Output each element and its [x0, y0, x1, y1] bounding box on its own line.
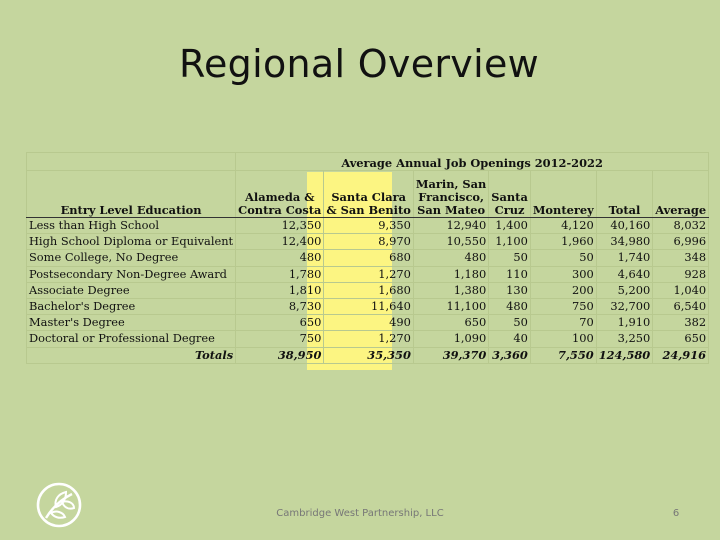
table-cell: 8,032 — [653, 218, 709, 234]
column-header-line: Cruz — [494, 203, 525, 217]
table-cell: 490 — [324, 315, 413, 331]
table-cell: 1,180 — [413, 266, 488, 282]
row-label: Some College, No Degree — [27, 250, 236, 266]
row-label: Doctoral or Professional Degree — [27, 331, 236, 347]
column-header-line: Santa — [491, 190, 528, 204]
table-cell: 1,780 — [236, 266, 324, 282]
row-label: Associate Degree — [27, 282, 236, 298]
table-cell: 50 — [530, 250, 596, 266]
column-header-line: Santa Clara — [331, 190, 406, 204]
footer-text: Cambridge West Partnership, LLC — [276, 508, 444, 519]
row-label: Bachelor's Degree — [27, 298, 236, 314]
table-row — [27, 250, 709, 266]
job-openings-table — [26, 152, 709, 364]
table-cell: 12,940 — [413, 218, 488, 234]
table-row — [27, 234, 709, 250]
table-cell: 480 — [489, 298, 531, 314]
column-header-line: Contra Costa — [238, 203, 322, 217]
table-cell: 100 — [530, 331, 596, 347]
table-cell: 200 — [530, 282, 596, 298]
table-cell: 12,400 — [236, 234, 324, 250]
column-header — [236, 171, 324, 218]
column-header — [653, 171, 709, 218]
column-header-line: Monterey — [532, 203, 594, 217]
table-row — [27, 282, 709, 298]
table-cell: 32,700 — [596, 298, 653, 314]
table-cell: 130 — [489, 282, 531, 298]
column-header-line: Marin, San — [415, 177, 487, 191]
table-cell: 480 — [413, 250, 488, 266]
table-cell: 50 — [489, 315, 531, 331]
table-cell: 34,980 — [596, 234, 653, 250]
table-cell: 1,960 — [530, 234, 596, 250]
table-cell: 4,640 — [596, 266, 653, 282]
table-cell: 650 — [653, 331, 709, 347]
table-cell: 650 — [236, 315, 324, 331]
row-header: Entry Level Education — [27, 171, 236, 218]
table-cell: 5,200 — [596, 282, 653, 298]
column-header-line: Total — [608, 203, 641, 217]
table-cell: 110 — [489, 266, 531, 282]
table-cell: 50 — [489, 250, 531, 266]
table-cell: 7,550 — [530, 347, 596, 363]
table-cell: 750 — [530, 298, 596, 314]
table-cell: 70 — [530, 315, 596, 331]
table-cell: 3,250 — [596, 331, 653, 347]
table-cell: 928 — [653, 266, 709, 282]
column-header — [413, 171, 488, 218]
column-header — [596, 171, 653, 218]
totals-label: Totals — [27, 347, 236, 363]
table-cell: 480 — [236, 250, 324, 266]
column-header — [530, 171, 596, 218]
table-row — [27, 266, 709, 282]
table-cell: 680 — [324, 250, 413, 266]
table-cell: 3,360 — [489, 347, 531, 363]
table-cell: 1,270 — [324, 331, 413, 347]
table-cell: 9,350 — [324, 218, 413, 234]
column-header-line: Alameda & — [245, 190, 315, 204]
table-cell: 1,100 — [489, 234, 531, 250]
leaf-circle-icon — [36, 482, 82, 528]
table-cell: 12,350 — [236, 218, 324, 234]
table-cell: 11,100 — [413, 298, 488, 314]
table-cell: 4,120 — [530, 218, 596, 234]
table-cell: 6,996 — [653, 234, 709, 250]
row-label: Less than High School — [27, 218, 236, 234]
table-cell: 1,040 — [653, 282, 709, 298]
table-row — [27, 315, 709, 331]
table-cell: 10,550 — [413, 234, 488, 250]
table-cell: 348 — [653, 250, 709, 266]
column-header-line: Francisco, — [418, 190, 484, 204]
table-cell: 124,580 — [596, 347, 653, 363]
table-cell: 1,400 — [489, 218, 531, 234]
table-cell: 35,350 — [324, 347, 413, 363]
table-cell: 300 — [530, 266, 596, 282]
table-row — [27, 331, 709, 347]
table-row — [27, 298, 709, 314]
table-row — [27, 218, 709, 234]
table-cell: 750 — [236, 331, 324, 347]
page-number: 6 — [672, 508, 680, 519]
slide-title: Regional Overview — [178, 42, 539, 86]
table-cell: 1,270 — [324, 266, 413, 282]
table-cell: 1,910 — [596, 315, 653, 331]
table-cell: 39,370 — [413, 347, 488, 363]
table-cell: 1,380 — [413, 282, 488, 298]
table-cell: 24,916 — [653, 347, 709, 363]
table-cell: 1,090 — [413, 331, 488, 347]
table-cell: 8,730 — [236, 298, 324, 314]
table-cell: 8,970 — [324, 234, 413, 250]
table-cell: 650 — [413, 315, 488, 331]
table-cell: 38,950 — [236, 347, 324, 363]
table-cell: 1,740 — [596, 250, 653, 266]
table-cell: 40,160 — [596, 218, 653, 234]
column-header-line: & San Benito — [326, 203, 411, 217]
row-label: High School Diploma or Equivalent — [27, 234, 236, 250]
column-header — [489, 171, 531, 218]
super-header: Average Annual Job Openings 2012-2022 — [236, 153, 709, 171]
table-cell: 11,640 — [324, 298, 413, 314]
row-label: Master's Degree — [27, 315, 236, 331]
table-cell: 40 — [489, 331, 531, 347]
column-header-line: Average — [655, 203, 707, 217]
column-header — [324, 171, 413, 218]
corner-cell — [27, 153, 236, 171]
job-openings-table-wrap — [26, 152, 707, 370]
row-label: Postsecondary Non-Degree Award — [27, 266, 236, 282]
table-cell: 382 — [653, 315, 709, 331]
totals-row — [27, 347, 709, 363]
column-header-line: San Mateo — [417, 203, 486, 217]
table-cell: 6,540 — [653, 298, 709, 314]
table-cell: 1,810 — [236, 282, 324, 298]
table-cell: 1,680 — [324, 282, 413, 298]
